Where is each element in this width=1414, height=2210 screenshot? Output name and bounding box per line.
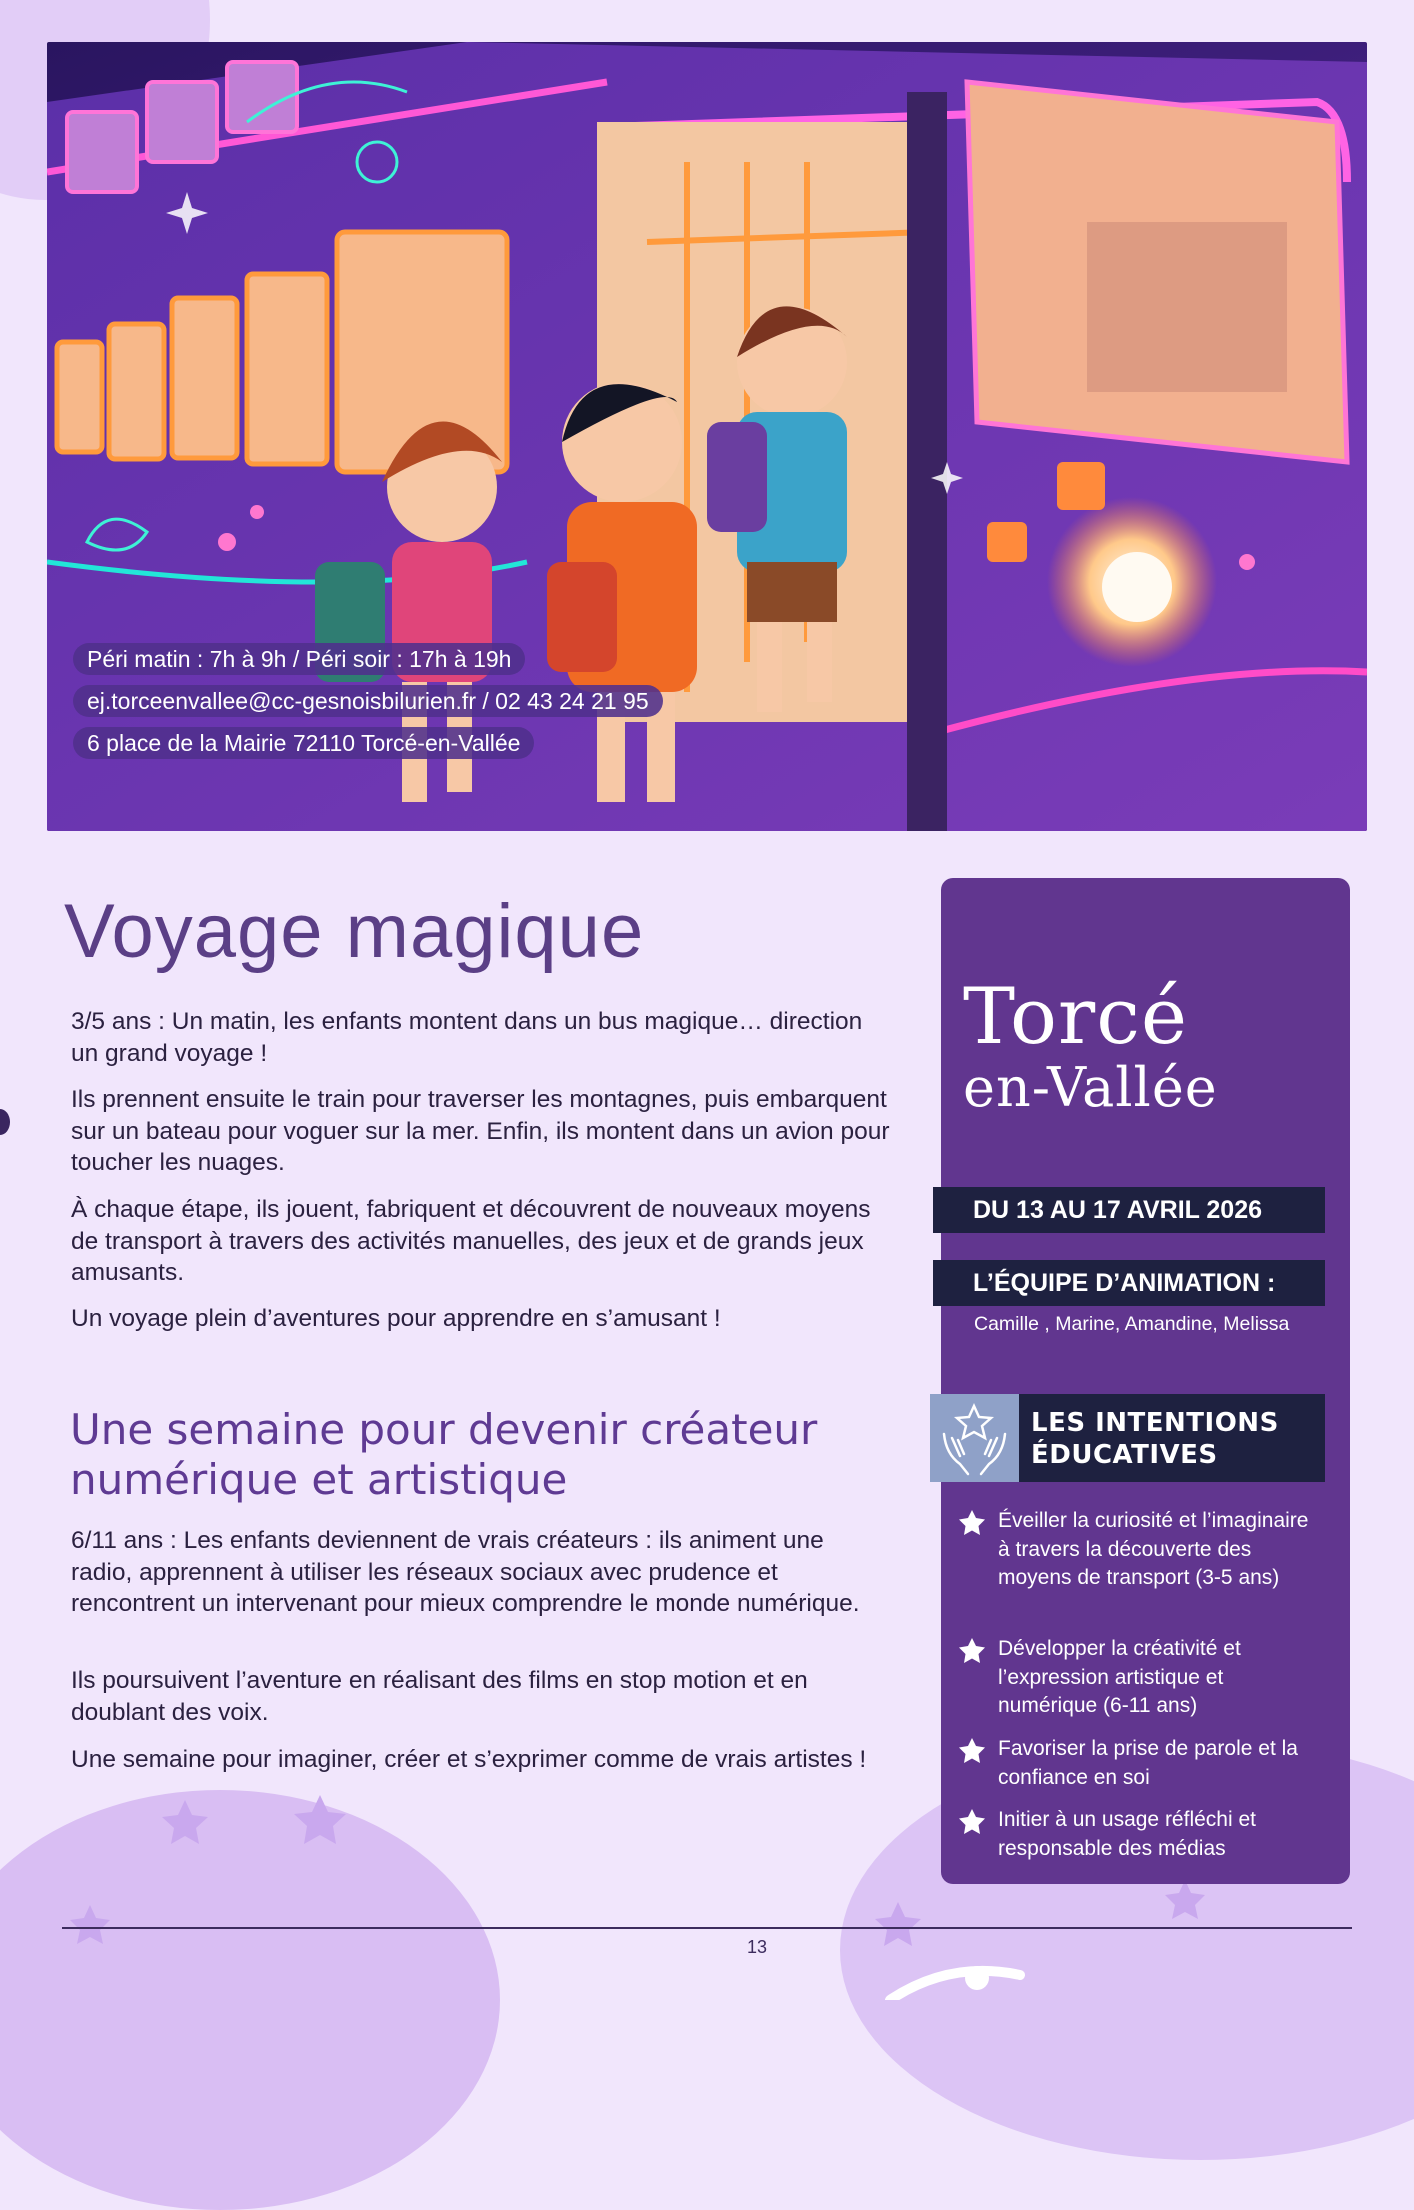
intention-item: [958, 1635, 1318, 1721]
section2-paragraph-2: Ils poursuivent l’aventure en réalisant des films en stop motion et en doublant des voix.: [71, 1667, 808, 1726]
section2-paragraph-3: Une semaine pour imaginer, créer et s’exprimer comme de vrais artistes !: [71, 1746, 867, 1773]
intentions-header: [930, 1394, 1325, 1482]
intention-text: Favoriser la prise de parole et la confiance en soi: [998, 1737, 1298, 1789]
page-edge-dot: [0, 1109, 10, 1135]
intention-item: [958, 1735, 1318, 1792]
intention-item: [958, 1507, 1318, 1593]
dates-banner: DU 13 AU 17 AVRIL 2026: [933, 1187, 1325, 1233]
schedule-pill: [73, 643, 525, 675]
team-names: Camille , Marine, Amandine, Melissa: [974, 1313, 1290, 1335]
footer-divider: [62, 1927, 1352, 1929]
intention-text: Initier à un usage réfléchi et responsable des médias: [998, 1808, 1256, 1860]
intention-item: [958, 1806, 1318, 1863]
intention-text: Éveiller la curiosité et l’imaginaire à travers la découverte des moyens de transport (3-5 ans): [998, 1509, 1309, 1589]
town-logo: [963, 972, 1218, 1119]
contact-text: ej.torceenvallee@cc-gesnoisbilurien.fr / 02 43 24 21 95: [87, 688, 649, 714]
intentions-title-line-2: ÉDUCATIVES: [1031, 1440, 1218, 1470]
page-number: 13: [747, 1937, 768, 1957]
star-bullet-icon: [958, 1737, 986, 1763]
hands-star-icon: [930, 1394, 1019, 1482]
logo-line-1: Torcé: [963, 972, 1189, 1062]
section2-paragraph-1: 6/11 ans : Les enfants deviennent de vrais créateurs : ils animent une radio, apprennent à utiliser les réseaux sociaux avec prudence et rencontrent un intervenant pour mieux comprendre le monde numérique.: [71, 1527, 860, 1617]
intro-paragraph: 3/5 ans : Un matin, les enfants montent dans un bus magique… direction un grand voyage !: [71, 1008, 863, 1067]
paragraph-4: Un voyage plein d’aventures pour apprendre en s’amusant !: [71, 1305, 721, 1332]
paragraph-2: Ils prennent ensuite le train pour traverser les montagnes, puis embarquent sur un bateau pour voguer sur la mer. Enfin, ils montent dans un avion pour toucher les nuages.: [71, 1086, 890, 1176]
intentions-title: [1031, 1407, 1279, 1471]
intention-text: Développer la créativité et l’expression artistique et numérique (6-11 ans): [998, 1637, 1241, 1717]
background-blob-bottom-left: [0, 1790, 500, 2210]
page-title: Voyage magique: [64, 889, 645, 974]
paragraph-3: À chaque étape, ils jouent, fabriquent et découvrent de nouveaux moyens de transport à travers des activités manuelles, des jeux et de grands jeux amusants.: [71, 1196, 871, 1286]
star-bullet-icon: [958, 1637, 986, 1663]
star-bullet-icon: [958, 1509, 986, 1535]
hero-illustration: [47, 42, 1367, 831]
schedule-text: Péri matin : 7h à 9h / Péri soir : 17h à 19h: [87, 646, 512, 672]
logo-line-2: en-Vallée: [963, 1056, 1218, 1119]
team-banner: L’ÉQUIPE D’ANIMATION :: [933, 1260, 1325, 1306]
contact-pill: [73, 685, 663, 717]
address-pill: [73, 727, 534, 759]
star-bullet-icon: [958, 1808, 986, 1834]
section-title: Une semaine pour devenir créateur numérique et artistique: [70, 1405, 818, 1504]
intentions-title-line-1: LES INTENTIONS: [1031, 1408, 1279, 1438]
address-text: 6 place de la Mairie 72110 Torcé-en-Vallée: [87, 730, 521, 756]
